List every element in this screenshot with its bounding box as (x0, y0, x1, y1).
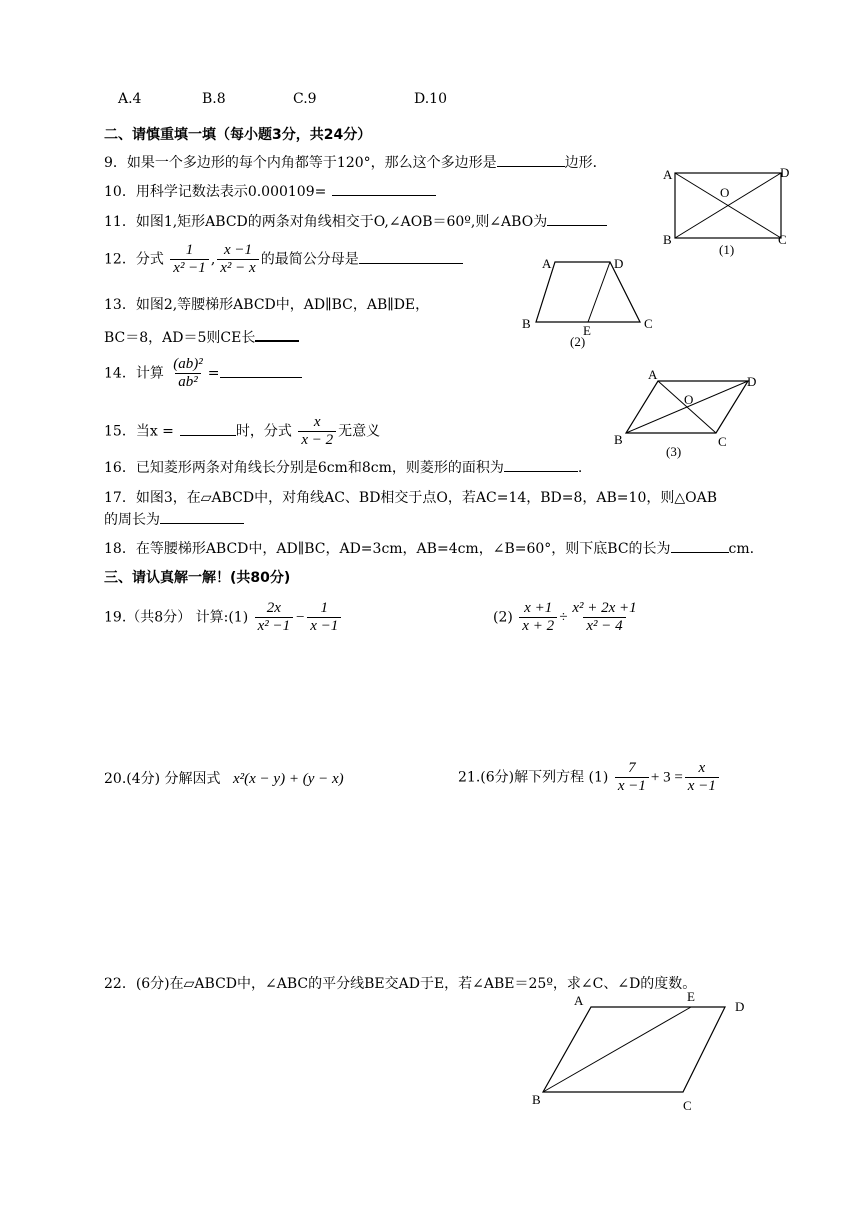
fig2-caption: (2) (570, 334, 586, 349)
q9-post: 边形． (564, 155, 607, 171)
question-19-part2 (493, 600, 642, 635)
fig4-label-b: B (532, 1092, 541, 1107)
q15-num: x (313, 414, 321, 430)
q9-text: 9．如果一个多边形的每个内角都等于120°，那么这个多边形是 (104, 155, 497, 171)
q22-text: 22．(6分)在▱ABCD中，∠ABC的平分线BE交AD于E，若∠ABE＝25º，求∠C、∠D的度数。 (104, 976, 697, 992)
q17-blank[interactable] (160, 509, 244, 524)
fig2-label-a: A (542, 256, 552, 271)
question-21 (458, 760, 721, 795)
q21-pre: 21.(6分)解下列方程 (1) (458, 769, 609, 786)
question-9 (104, 152, 607, 172)
q12-comma: , (210, 251, 216, 268)
q18-blank[interactable] (671, 538, 729, 553)
q20-expression: x²(x − y) + (y − x) (233, 771, 344, 787)
fig3-label-a: A (648, 367, 658, 382)
q19-fraction-c (519, 600, 557, 635)
question-13-line2 (104, 326, 299, 347)
figure-1-rectangle (655, 160, 795, 260)
q12-fraction-2 (217, 242, 258, 277)
q19-d-den: x² − 4 (583, 617, 625, 635)
q19-b-num: 1 (320, 600, 329, 616)
q21-b-num: x (698, 760, 706, 776)
fig3-label-b: B (614, 432, 623, 447)
fig1-label-d: D (780, 165, 790, 180)
q16-post: . (577, 460, 583, 476)
q10-blank[interactable] (332, 181, 436, 196)
fig4-label-d: D (735, 999, 745, 1014)
section3-heading: 三、请认真解一解！(共80分) (104, 570, 291, 586)
q12-f2-num: x −1 (223, 242, 252, 258)
fig1-label-c: C (778, 232, 787, 247)
q15-blank[interactable] (180, 421, 236, 436)
question-15 (104, 414, 380, 449)
q15-post: 无意义 (338, 423, 381, 440)
question-19 (104, 600, 343, 635)
choice-c: C.9 (293, 91, 317, 107)
q12-f2-den: x² − x (217, 259, 258, 277)
q14-fraction (170, 356, 206, 391)
fig3-label-d: D (747, 374, 757, 389)
q12-pre: 12．分式 (104, 251, 164, 268)
choice-d: D.10 (414, 91, 447, 107)
q21-fraction-b (685, 760, 719, 795)
q13-line1: 13．如图2,等腰梯形ABCD中，AD∥BC，AB∥DE， (104, 297, 430, 313)
fig4-label-e: E (687, 989, 695, 1004)
fig2-label-d: D (614, 256, 624, 271)
fig1-caption: (1) (719, 242, 735, 257)
question-16 (104, 457, 582, 477)
fig3-diagonal-bd (626, 381, 748, 433)
question-10 (104, 181, 436, 201)
fig3-caption: (3) (666, 444, 682, 459)
q14-num: (ab)² (173, 356, 203, 372)
q12-fraction-1 (170, 242, 209, 277)
q19-pre: 19.（共8分） 计算:(1) (104, 609, 249, 626)
q14-pre: 14．计算 (104, 365, 164, 382)
fig4-label-c: C (683, 1098, 692, 1112)
q21-plus: + 3 = (650, 769, 683, 786)
fig4-label-a: A (574, 993, 584, 1008)
q21-b-den: x −1 (685, 777, 719, 795)
question-17-line2 (104, 509, 244, 529)
fig2-trapezoid (536, 262, 640, 322)
q17-line2: 的周长为 (104, 512, 160, 528)
q19-fraction-d (569, 600, 639, 635)
fig4-parallelogram (543, 1007, 725, 1092)
q18-post: cm. (728, 541, 755, 557)
q19-c-num: x +1 (524, 600, 553, 616)
q12-post: 的最简公分母是 (260, 251, 359, 268)
q14-blank[interactable] (220, 363, 302, 378)
q18-text: 18．在等腰梯形ABCD中，AD∥BC，AD=3cm，AB=4cm，∠B=60°，则下底BC的长为 (104, 541, 671, 557)
fig1-label-b: B (663, 232, 672, 247)
q13-line2: BC＝8，AD＝5则CE长 (104, 330, 256, 346)
q19-b-den: x −1 (307, 617, 341, 635)
figure-2-trapezoid (518, 252, 668, 352)
choice-b: B.8 (202, 91, 226, 107)
q13-blank[interactable] (255, 326, 299, 342)
q16-blank[interactable] (504, 457, 578, 472)
q20-pre: 20.(4分) 分解因式 (104, 771, 221, 787)
question-20 (104, 768, 344, 788)
q19-a-den: x² −1 (255, 617, 294, 635)
q21-a-num: 7 (628, 760, 636, 776)
choice-a: A.4 (118, 91, 142, 107)
fig2-label-c: C (644, 316, 653, 331)
fig1-label-o: O (720, 185, 730, 200)
section2-heading: 二、请慎重填一填（每小题3分，共24分） (104, 127, 372, 143)
q19-fraction-a (255, 600, 294, 635)
fig2-label-b: B (522, 316, 531, 331)
q15-pre: 15．当x = (104, 423, 174, 440)
fig3-label-c: C (718, 434, 727, 449)
question-14 (104, 356, 302, 391)
q14-equals: = (207, 365, 220, 382)
figure-4-parallelogram (525, 988, 765, 1112)
fig4-bisector-be (543, 1007, 691, 1092)
q19-divide: ÷ (559, 609, 568, 626)
q11-text: 11．如图1,矩形ABCD的两条对角线相交于O,∠AOB＝60º,则∠ABO为 (104, 214, 548, 230)
question-18 (104, 538, 754, 558)
q11-blank[interactable] (547, 211, 607, 226)
q21-fraction-a (615, 760, 649, 795)
q15-fraction (298, 414, 336, 449)
figure-3-parallelogram (610, 366, 770, 462)
q10-text: 10．用科学记数法表示0.000109= (104, 184, 327, 200)
q16-text: 16．已知菱形两条对角线长分别是6cm和8cm，则菱形的面积为 (104, 460, 504, 476)
q15-den: x − 2 (298, 431, 336, 449)
fig3-label-o: O (684, 392, 694, 407)
q9-blank[interactable] (497, 152, 565, 167)
q19-part2-label: (2) (493, 609, 513, 626)
question-12 (104, 242, 463, 277)
q19-c-den: x + 2 (519, 617, 557, 635)
q21-a-den: x −1 (615, 777, 649, 795)
q12-blank[interactable] (359, 249, 463, 264)
q19-a-num: 2x (266, 600, 281, 616)
question-11 (104, 211, 607, 231)
q19-fraction-b (307, 600, 341, 635)
q17-line1: 17．如图3，在▱ABCD中，对角线AC、BD相交于点O，若AC=14，BD=8，AB=10，则△OAB (104, 490, 717, 506)
q15-mid: 时，分式 (235, 423, 292, 440)
fig2-segment-de (588, 262, 610, 322)
fig1-label-a: A (663, 167, 673, 182)
fig2-label-e: E (583, 323, 591, 338)
q19-minus: − (295, 609, 306, 626)
q12-f1-den: x² −1 (170, 259, 209, 277)
q14-den: ab² (175, 373, 201, 391)
q12-f1-num: 1 (185, 242, 194, 258)
q19-d-num: x² + 2x +1 (572, 600, 637, 616)
